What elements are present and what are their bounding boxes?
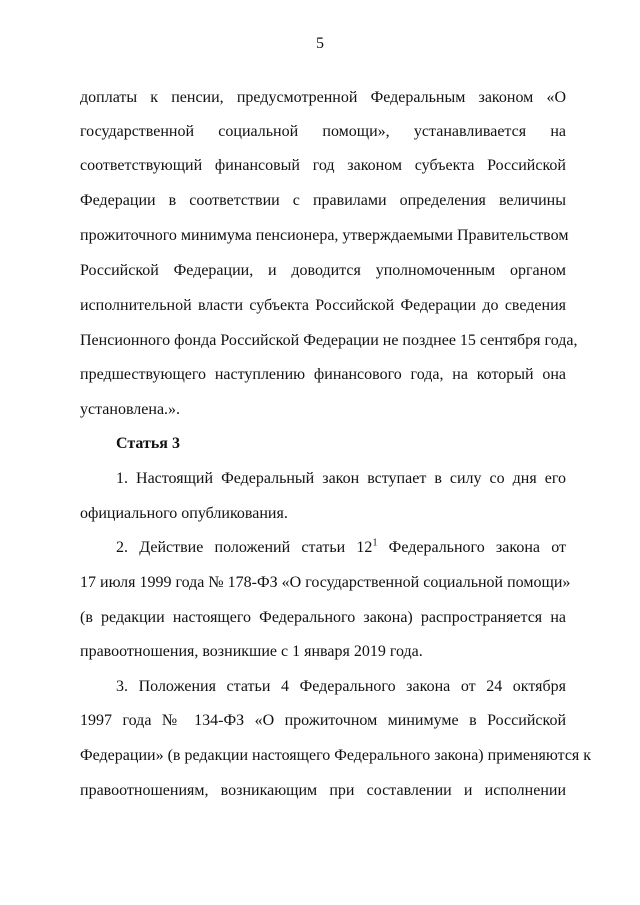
text-line: доплаты к пенсии, предусмотренной Федеральным законом «О: [80, 89, 566, 106]
text-line: 3. Положения статьи 4 Федерального закона от 24 октября: [116, 678, 566, 695]
text-line: правоотношениям, возникающим при составлении и исполнении: [80, 782, 566, 799]
text-segment: 2. Действие положений статьи 12: [116, 539, 373, 556]
superscript-number: 1: [372, 537, 378, 549]
text-line: прожиточного минимума пенсионера, утверждаемыми Правительством: [80, 227, 569, 244]
text-line: Федерации в соответствии с правилами определения величины: [80, 192, 566, 209]
text-line: [116, 538, 566, 558]
text-line: исполнительной власти субъекта Российской Федерации до сведения: [80, 297, 566, 314]
text-line: государственной социальной помощи», устанавливается на: [80, 123, 566, 140]
text-line: 1. Настоящий Федеральный закон вступает в силу со дня его: [116, 470, 566, 487]
text-line: 1997 года № 134-ФЗ «О прожиточном минимуме в Российской: [80, 712, 566, 729]
article-heading: Статья 3: [116, 435, 180, 452]
text-line: (в редакции настоящего Федерального закона) распространяется на: [80, 609, 566, 626]
text-line: Российской Федерации, и доводится уполномоченным органом: [80, 262, 566, 279]
text-line: 17 июля 1999 года № 178-ФЗ «О государственной социальной помощи»: [80, 574, 571, 591]
text-line: предшествующего наступлению финансового года, на который она: [80, 366, 566, 383]
text-segment: Федерального закона от: [377, 539, 566, 556]
text-line: Пенсионного фонда Российской Федерации не позднее 15 сентября года,: [80, 332, 578, 349]
text-line: соответствующий финансовый год законом субъекта Российской: [80, 157, 566, 174]
page-number: 5: [316, 35, 324, 52]
text-line: Федерации» (в редакции настоящего Федерального закона) применяются к: [80, 747, 592, 764]
text-line: правоотношения, возникшие с 1 января 2019 года.: [80, 643, 423, 660]
text-line: установлена.».: [80, 401, 181, 418]
text-line: официального опубликования.: [80, 505, 288, 522]
